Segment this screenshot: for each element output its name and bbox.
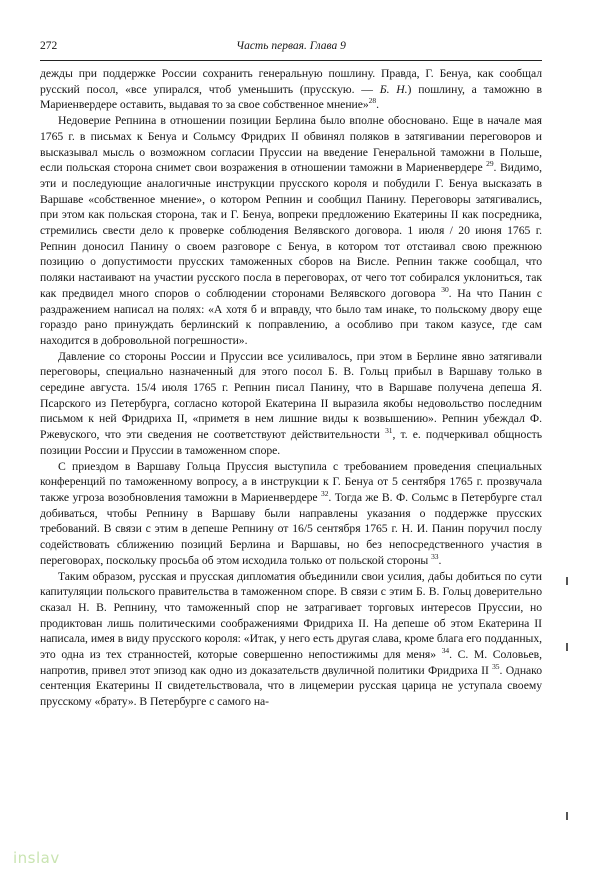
text-run: . <box>438 553 442 567</box>
footnote-ref: 32 <box>321 489 329 499</box>
footnote-ref: 29 <box>486 159 494 169</box>
paragraph <box>40 459 542 569</box>
text-run: Недоверие Репнина в отношении позиции Берлина было вполне обосновано. Еще в начале мая 1765 г. в письмах к Бенуа и Сольмсу Фридрих II обвинял поляков в затягивании переговоров и высказывал мысль о возможном согласии Пруссии на введение Генеральной таможни в Польше, если польская сторона снимет свои возражения в отношении таможни в Мариенвердере <box>40 114 542 175</box>
footnote-ref: 30 <box>441 284 449 294</box>
paragraph <box>40 569 542 710</box>
text-run: Давление со стороны России и Пруссии все усиливалось, при этом в Берлине явно затягивали переговоры, специально назначенный для этого посол Б. В. Гольц прибыл в Варшаву только в середине августа. 15/4 июля 1765 г. Репнин писал Панину, что в Варшаве получена депеша Я. Псарского из Петербурга, согласно которой Екатерина II выразила якобы недовольство последним письмом к ней Фридриха II, «приметя в нем лишние виды к возвышению». Репнин убеждал Ф. Ржевуского, что эти сведения не соответствуют действительности <box>40 349 542 442</box>
paragraph <box>40 349 542 459</box>
header-rule <box>40 60 542 61</box>
text-run: С приездом в Варшаву Гольца Пруссия выступила с требованием проведения специальных конференций по таможенному вопросу, а в инструкции к Г. Бенуа от 5 сентября 1765 г. прозвучала также угроза возобновления таможни в Мариенвердере <box>40 459 542 504</box>
page-number: 272 <box>40 40 58 52</box>
paragraph <box>40 113 542 349</box>
italic-text: Б. Н. <box>379 82 408 96</box>
margin-mark <box>566 643 568 651</box>
footnote-ref: 34 <box>441 646 450 656</box>
margin-mark <box>566 577 568 585</box>
paragraph <box>40 66 542 113</box>
text-run: . На что Панин с раздражением написал на полях: «А хотя б и вправду, что было там инаке, то польскому двору еще гораздо рано принуждать берлинский к поправлению, а особливо при таком казусе, где сам находится в добровольной погрешности». <box>40 286 542 347</box>
text-run: дежды при поддержке России сохранить генеральную пошлину. Правда, Г. Бенуа, как сообщал русский посол, «все упирался, чтоб уменьшить (прусскую. — <box>40 67 542 96</box>
text-run: . Тогда же В. Ф. Сольмс в Петербурге стал добиваться, чтобы Репнину в Варшаву были направлены указания о поддержке прусских требований. В связи с этим в депеше Репнину от 16/5 сентября 1765 г. Н. И. Панин поручил послу содействовать сближению позиций Берлина и Варшавы, но без непосредственного участия в переговорах, поскольку просьба об этом исходила только от польской стороны <box>40 490 542 567</box>
running-title: Часть первая. Глава 9 <box>236 40 346 52</box>
footnote-ref: 28 <box>368 96 377 106</box>
text-run: , т. е. подчеркивал общность позиции России и Пруссии в таможенном споре. <box>40 428 542 457</box>
footnote-ref: 33 <box>431 551 439 561</box>
footnote-ref: 31 <box>385 426 393 436</box>
watermark: inslav <box>13 849 60 867</box>
text-run: . <box>376 98 379 112</box>
body-text <box>40 66 542 710</box>
page-header <box>40 40 542 58</box>
text-run: Таким образом, русская и прусская дипломатия объединили свои усилия, дабы добиться по сути капитуляции польского правительства в таможенном споре. В связи с этим Б. В. Гольц доверительно сказал Н. В. Репнину, что таможенный спор не затрагивает торговых интересов Пруссии, но продиктован лишь политическими соображениями Фридриха II. На депеше об этом Екатерина II написала, имея в виду прусского короля: «Итак, у него есть другая слава, кроме блага его подданных, это одна из тех странностей, которые совершенно непостижимы для меня» <box>40 569 542 662</box>
margin-mark <box>566 812 568 820</box>
text-run: . Видимо, эти и последующие аналогичные инструкции прусского короля и побудили Г. Бенуа высказать в Варшаве «собственное мнение», о котором Репнин и сообщил Панину. Переговоры затягивались, при этом как польская сторона, так и Г. Бенуа, вопреки предложению Екатерины II как посредника, стремились свести дело к проверке соблюдения Велявского договора. 1 июля / 20 июня 1765 г. Репнин доносил Панину о своем разговоре с Бенуа, в котором тот отстаивал свою прежнюю позицию о допустимости прусских таможенных сборов на Висле. Репнин также сообщал, что поляки настаивают на участии русского посла в переговорах, от чего тот собирался уклониться, так как предвидел много споров о соблюдении сторонами Велявского договора <box>40 161 543 300</box>
text-run: . Однако сентенция Екатерины II свидетельствовала, что в лицемерии русская царица не уступала своему прусскому «брату». В Петербурге с самого на- <box>40 663 542 709</box>
text-run: ) пошлину, а таможню в Мариенвердере оставить, выдавая то за свое собственное мнение» <box>40 82 542 112</box>
footnote-ref: 35 <box>492 661 500 671</box>
text-run: . С. М. Соловьев, напротив, привел этот эпизод как одно из доказательств двуличной политики Фридриха II <box>40 648 542 677</box>
